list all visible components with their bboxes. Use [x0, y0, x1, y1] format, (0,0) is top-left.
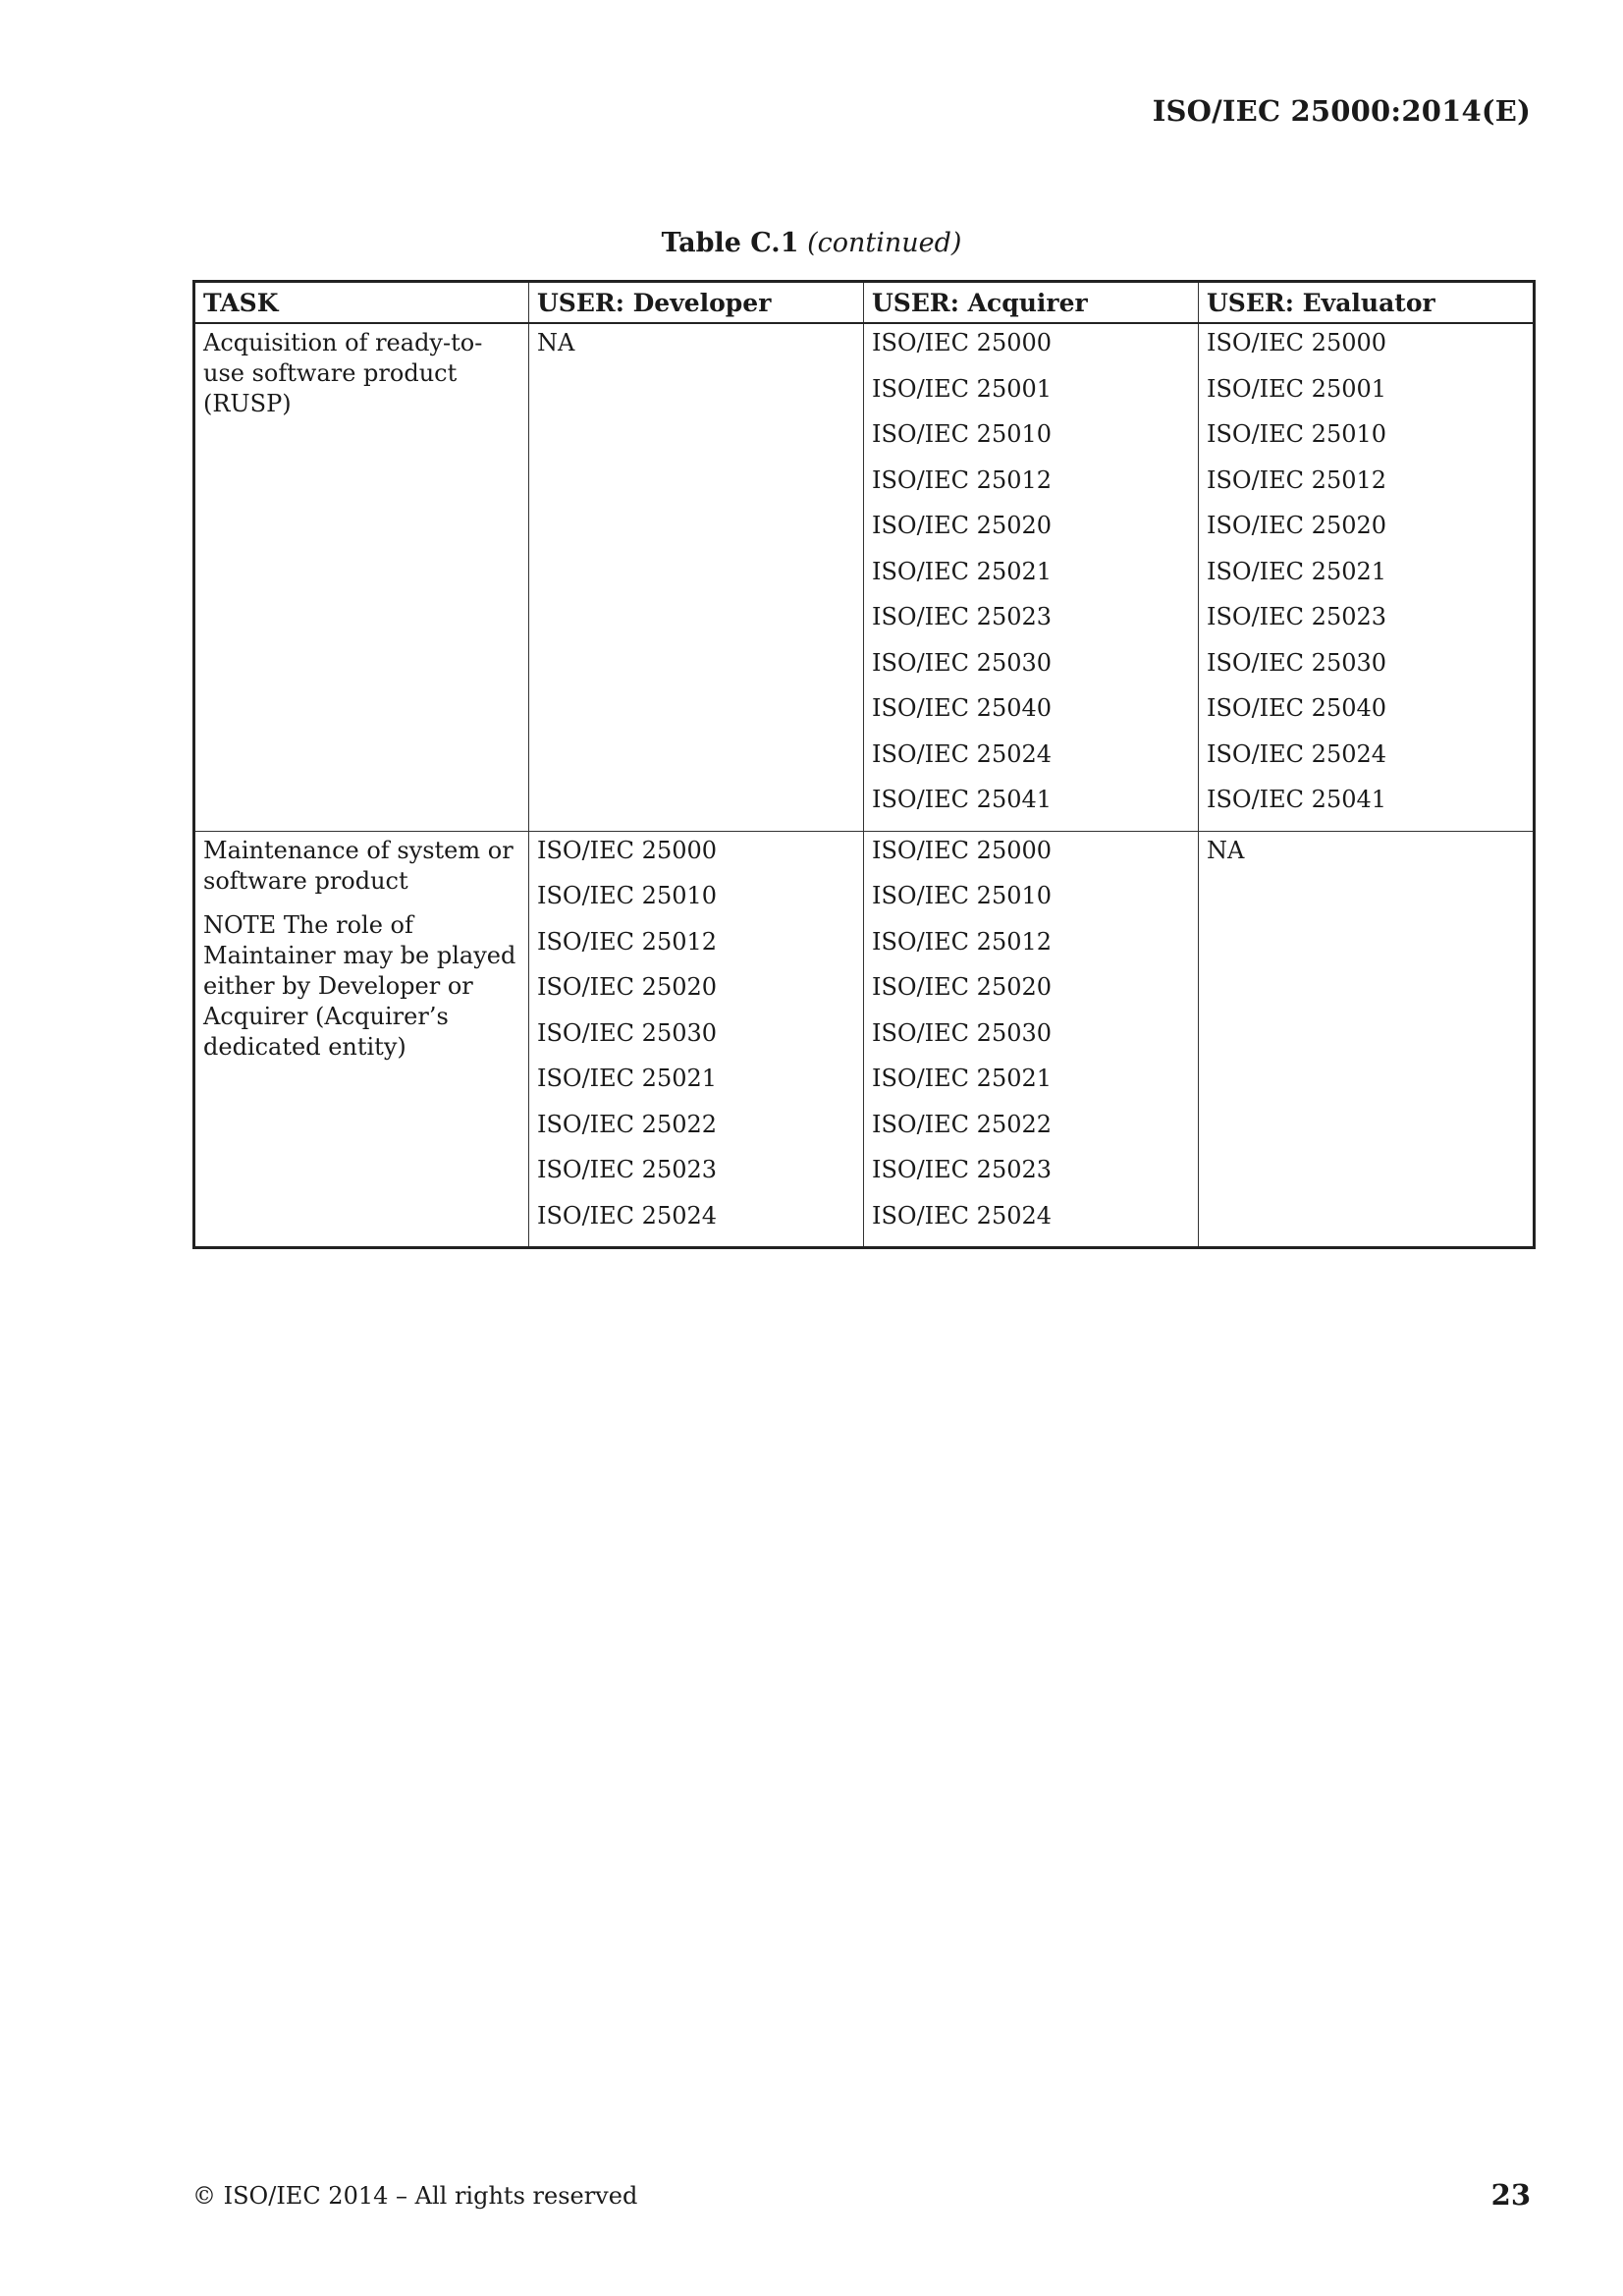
evaluator-cell	[1199, 831, 1535, 1248]
standard-reference: ISO/IEC 25024	[872, 739, 1053, 768]
standard-reference: ISO/IEC 25010	[1207, 420, 1387, 448]
standard-reference: ISO/IEC 25010	[872, 420, 1053, 448]
standards-list	[1207, 836, 1527, 882]
standard-reference: ISO/IEC 25023	[1207, 603, 1387, 630]
acquirer-cell	[864, 831, 1199, 1248]
task-note: NOTE The role of Maintainer may be played either by Developer or Acquirer (Acquirer’s dedicated entity)	[203, 910, 516, 1061]
standard-reference: ISO/IEC 25000	[1207, 329, 1387, 356]
standard-reference: ISO/IEC 25040	[1207, 694, 1387, 722]
column-header-developer: USER: Developer	[529, 282, 864, 324]
standard-reference: ISO/IEC 25041	[1207, 786, 1387, 813]
standard-reference: ISO/IEC 25012	[1207, 465, 1387, 494]
standard-reference: ISO/IEC 25021	[872, 557, 1053, 585]
standard-reference: ISO/IEC 25000	[537, 836, 718, 864]
evaluator-cell	[1199, 323, 1535, 831]
standard-reference: ISO/IEC 25041	[872, 786, 1053, 813]
table-header-row	[194, 282, 1535, 324]
table-row	[194, 831, 1535, 1248]
standards-list	[872, 328, 1192, 831]
task-name: Maintenance of system or software product	[203, 836, 514, 895]
standard-reference: ISO/IEC 25010	[537, 882, 718, 909]
standard-reference: ISO/IEC 25030	[872, 648, 1053, 677]
standard-reference: ISO/IEC 25020	[872, 973, 1053, 1001]
standard-reference: ISO/IEC 25023	[872, 1156, 1053, 1183]
task-name: Acquisition of ready-to-use software product (RUSP)	[203, 329, 483, 417]
standard-reference: ISO/IEC 25024	[1207, 739, 1387, 768]
standard-reference: ISO/IEC 25022	[872, 1110, 1053, 1138]
standard-reference: NA	[537, 329, 575, 356]
standard-reference: ISO/IEC 25000	[872, 836, 1053, 864]
table-row	[194, 323, 1535, 831]
standard-reference: ISO/IEC 25020	[872, 512, 1053, 539]
standard-reference: ISO/IEC 25024	[537, 1201, 718, 1230]
table-caption	[0, 228, 1623, 258]
acquirer-cell	[864, 323, 1199, 831]
standards-list	[872, 836, 1192, 1247]
standard-reference: ISO/IEC 25030	[1207, 648, 1387, 677]
table-body	[194, 323, 1535, 1248]
column-header-task: TASK	[194, 282, 529, 324]
task-cell	[194, 831, 529, 1248]
standard-reference: ISO/IEC 25023	[872, 603, 1053, 630]
standard-reference: ISO/IEC 25020	[1207, 512, 1387, 539]
page-number: 23	[1490, 2178, 1531, 2212]
standard-reference: ISO/IEC 25040	[872, 694, 1053, 722]
standard-reference: ISO/IEC 25030	[537, 1018, 718, 1047]
column-header-evaluator: USER: Evaluator	[1199, 282, 1535, 324]
standards-list	[537, 836, 857, 1247]
standard-reference: ISO/IEC 25000	[872, 329, 1053, 356]
standard-reference: NA	[1207, 836, 1245, 864]
standard-reference: ISO/IEC 25020	[537, 973, 718, 1001]
standard-reference: ISO/IEC 25001	[1207, 374, 1387, 403]
column-header-acquirer: USER: Acquirer	[864, 282, 1199, 324]
standard-reference: ISO/IEC 25021	[1207, 557, 1387, 585]
standard-reference: ISO/IEC 25023	[537, 1156, 718, 1183]
standard-reference: ISO/IEC 25022	[537, 1110, 718, 1138]
standard-reference: ISO/IEC 25021	[872, 1065, 1053, 1092]
standard-reference: ISO/IEC 25021	[537, 1065, 718, 1092]
document-id: ISO/IEC 25000:2014(E)	[1152, 94, 1531, 128]
standard-reference: ISO/IEC 25012	[872, 465, 1053, 494]
caption-continued: (continued)	[807, 228, 962, 258]
standard-reference: ISO/IEC 25012	[872, 927, 1053, 956]
standard-reference: ISO/IEC 25012	[537, 927, 718, 956]
standard-reference: ISO/IEC 25010	[872, 882, 1053, 909]
standards-list	[1207, 328, 1527, 831]
standards-list	[537, 328, 857, 374]
footer-copyright: © ISO/IEC 2014 – All rights reserved	[192, 2182, 638, 2210]
developer-cell	[529, 831, 864, 1248]
standard-reference: ISO/IEC 25024	[872, 1201, 1053, 1230]
standards-table	[192, 280, 1536, 1249]
standard-reference: ISO/IEC 25001	[872, 374, 1053, 403]
caption-title: Table C.1	[661, 228, 799, 258]
task-cell	[194, 323, 529, 831]
standard-reference: ISO/IEC 25030	[872, 1018, 1053, 1047]
developer-cell	[529, 323, 864, 831]
